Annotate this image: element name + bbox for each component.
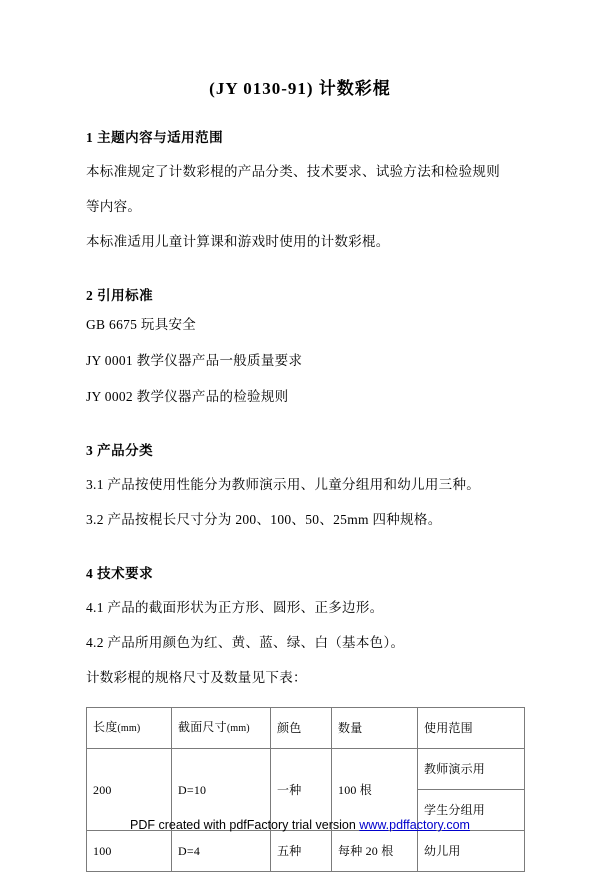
header-color: 颜色 — [271, 708, 332, 749]
header-quantity: 数量 — [332, 708, 418, 749]
table-row — [87, 749, 525, 790]
header-usage: 使用范围 — [418, 708, 525, 749]
row-1-usage-2: 学生分组用 — [418, 790, 525, 831]
row-2-length: 100 — [87, 831, 172, 872]
table-row — [87, 831, 525, 872]
row-2-color: 五种 — [271, 831, 332, 872]
table-caption: 计数彩棍的规格尺寸及数量见下表： — [86, 670, 307, 685]
section-heading-1: 1 主题内容与适用范围 — [86, 130, 224, 145]
section-heading-3: 3 产品分类 — [86, 443, 154, 458]
row-2-usage-1: 幼儿用 — [418, 831, 525, 872]
pdf-footer — [0, 818, 600, 832]
header-length — [87, 708, 172, 749]
header-length-label: 长度 — [93, 720, 118, 734]
row-1-section: D=10 — [172, 749, 271, 831]
footer-text: PDF created with pdfFactory trial version — [130, 818, 360, 832]
reference-standard-1: GB 6675 玩具安全 — [86, 317, 197, 332]
reference-standard-2: JY 0001 教学仪器产品一般质量要求 — [86, 353, 303, 368]
row-1-length: 200 — [87, 749, 172, 831]
section-3-paragraph-2: 3.2 产品按棍长尺寸分为 200、100、50、25mm 四种规格。 — [86, 512, 442, 527]
reference-standard-3: JY 0002 教学仪器产品的检验规则 — [86, 389, 289, 404]
section-1-paragraph-1: 本标准规定了计数彩棍的产品分类、技术要求、试验方法和检验规则 — [86, 164, 500, 179]
header-section-unit: (mm) — [226, 723, 250, 734]
section-heading-4: 4 技术要求 — [86, 566, 154, 581]
section-4-paragraph-1: 4.1 产品的截面形状为正方形、圆形、正多边形。 — [86, 600, 384, 615]
section-1-paragraph-3: 本标准适用儿童计算课和游戏时使用的计数彩棍。 — [86, 234, 390, 249]
header-length-unit: (mm) — [117, 723, 141, 734]
specification-table — [86, 707, 525, 872]
section-1-paragraph-2: 等内容。 — [86, 199, 142, 214]
row-1-quantity: 100 根 — [332, 749, 418, 831]
section-heading-2: 2 引用标准 — [86, 288, 154, 303]
table-header-row — [87, 708, 525, 749]
row-1-color: 一种 — [271, 749, 332, 831]
row-2-quantity: 每种 20 根 — [332, 831, 418, 872]
pdffactory-link[interactable]: www.pdffactory.com — [359, 818, 470, 832]
section-3-paragraph-1: 3.1 产品按使用性能分为教师演示用、儿童分组用和幼儿用三种。 — [86, 477, 481, 492]
page-title: (JY 0130-91) 计数彩棍 — [209, 79, 391, 98]
header-section-label: 截面尺寸 — [178, 720, 227, 734]
row-2-section: D=4 — [172, 831, 271, 872]
section-4-paragraph-2: 4.2 产品所用颜色为红、黄、蓝、绿、白（基本色）。 — [86, 635, 405, 650]
row-1-usage-1: 教师演示用 — [418, 749, 525, 790]
header-section — [172, 708, 271, 749]
